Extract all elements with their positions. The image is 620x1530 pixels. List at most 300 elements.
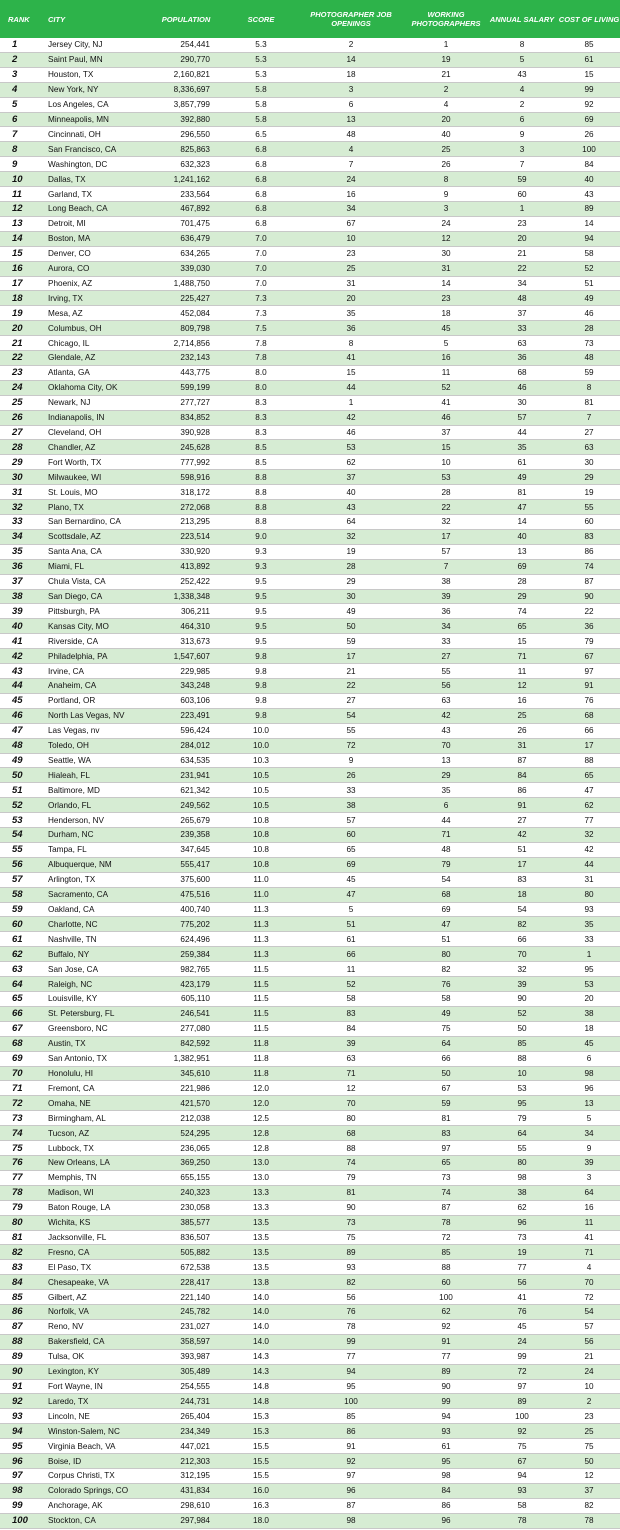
annual-salary-cell: 79 <box>517 1113 527 1123</box>
job-openings-cell: 12 <box>346 1083 356 1093</box>
working-photographers-cell: 46 <box>441 413 451 423</box>
rank-cell: 35 <box>12 546 23 558</box>
annual-salary-cell: 69 <box>517 562 527 572</box>
score-cell: 13.3 <box>253 1188 269 1198</box>
cost-of-living-cell: 57 <box>584 1322 594 1332</box>
annual-salary-cell: 58 <box>517 1501 527 1511</box>
population-cell: 982,765 <box>180 964 210 974</box>
score-cell: 11.8 <box>253 1054 269 1064</box>
rank-cell: 27 <box>12 427 23 439</box>
city-cell: New York, NY <box>48 85 99 95</box>
job-openings-cell: 78 <box>346 1322 356 1332</box>
cost-of-living-cell: 60 <box>584 517 594 527</box>
working-photographers-cell: 63 <box>441 696 451 706</box>
city-cell: Lubbock, TX <box>48 1143 94 1153</box>
annual-salary-cell: 36 <box>517 353 527 363</box>
annual-salary-cell: 15 <box>517 636 527 646</box>
job-openings-cell: 40 <box>346 487 356 497</box>
cost-of-living-cell: 90 <box>584 591 594 601</box>
cost-of-living-cell: 46 <box>584 308 594 318</box>
rank-cell: 39 <box>12 605 23 617</box>
cost-of-living-cell: 20 <box>584 994 594 1004</box>
job-openings-cell: 97 <box>346 1471 356 1481</box>
table-row <box>0 1394 620 1409</box>
annual-salary-cell: 46 <box>517 383 527 393</box>
annual-salary-cell: 37 <box>517 308 527 318</box>
score-cell: 7.3 <box>255 308 267 318</box>
score-cell: 11.5 <box>253 1009 269 1019</box>
rank-cell: 98 <box>12 1485 23 1497</box>
cost-of-living-cell: 88 <box>584 755 594 765</box>
cost-of-living-cell: 29 <box>584 472 594 482</box>
table-row <box>0 366 620 381</box>
working-photographers-cell: 55 <box>441 666 451 676</box>
annual-salary-cell: 5 <box>519 55 525 65</box>
city-cell: Cincinnati, OH <box>48 129 101 139</box>
annual-salary-cell: 75 <box>517 1441 527 1451</box>
cost-of-living-cell: 43 <box>584 189 594 199</box>
city-cell: Long Beach, CA <box>48 204 108 214</box>
annual-salary-cell: 18 <box>517 890 527 900</box>
cost-of-living-cell: 24 <box>584 1367 594 1377</box>
working-photographers-cell: 22 <box>441 502 451 512</box>
working-photographers-cell: 61 <box>441 1441 451 1451</box>
table-header <box>0 0 620 38</box>
job-openings-cell: 25 <box>346 264 356 274</box>
city-cell: Atlanta, GA <box>48 368 90 378</box>
table-row <box>0 649 620 664</box>
city-cell: Nashville, TN <box>48 934 97 944</box>
table-row <box>0 336 620 351</box>
city-cell: St. Louis, MO <box>48 487 98 497</box>
job-openings-cell: 56 <box>346 1292 356 1302</box>
annual-salary-cell: 40 <box>517 532 527 542</box>
population-cell: 254,555 <box>180 1382 210 1392</box>
rank-cell: 25 <box>12 397 23 409</box>
rank-cell: 84 <box>12 1276 23 1288</box>
table-row <box>0 694 620 709</box>
city-cell: Jacksonville, FL <box>48 1232 107 1242</box>
table-row <box>0 381 620 396</box>
population-cell: 265,679 <box>180 815 210 825</box>
working-photographers-cell: 3 <box>443 204 449 214</box>
city-cell: Baton Rouge, LA <box>48 1203 111 1213</box>
job-openings-cell: 54 <box>346 711 356 721</box>
annual-salary-cell: 77 <box>517 1262 527 1272</box>
working-photographers-cell: 62 <box>441 1307 451 1317</box>
job-openings-cell: 42 <box>346 413 356 423</box>
job-openings-cell: 16 <box>346 189 356 199</box>
working-photographers-cell: 32 <box>441 517 451 527</box>
table-row <box>0 1380 620 1395</box>
table-row <box>0 813 620 828</box>
city-cell: Oakland, CA <box>48 905 95 915</box>
rank-cell: 19 <box>12 307 23 319</box>
city-cell: Gilbert, AZ <box>48 1292 87 1302</box>
annual-salary-cell: 28 <box>517 577 527 587</box>
annual-salary-cell: 74 <box>517 606 527 616</box>
population-cell: 3,857,799 <box>173 100 210 110</box>
cost-of-living-cell: 25 <box>584 1426 594 1436</box>
working-photographers-cell: 67 <box>441 1083 451 1093</box>
job-openings-cell: 74 <box>346 1158 356 1168</box>
city-cell: Boise, ID <box>48 1456 82 1466</box>
rank-cell: 29 <box>12 456 23 468</box>
working-photographers-cell: 64 <box>441 1039 451 1049</box>
job-openings-cell: 43 <box>346 502 356 512</box>
score-cell: 18.0 <box>253 1516 269 1526</box>
table-row <box>0 1335 620 1350</box>
rank-cell: 66 <box>12 1008 23 1020</box>
header-job-openings: PHOTOGRAPHER JOB OPENINGS <box>310 10 392 28</box>
rank-cell: 69 <box>12 1053 23 1065</box>
cost-of-living-cell: 74 <box>584 562 594 572</box>
job-openings-cell: 33 <box>346 785 356 795</box>
city-cell: Philadelphia, PA <box>48 651 108 661</box>
rank-cell: 76 <box>12 1157 23 1169</box>
table-row <box>0 1424 620 1439</box>
working-photographers-cell: 1 <box>443 40 449 50</box>
annual-salary-cell: 94 <box>517 1471 527 1481</box>
working-photographers-cell: 98 <box>441 1471 451 1481</box>
population-cell: 330,920 <box>180 547 210 557</box>
score-cell: 7.0 <box>255 234 267 244</box>
annual-salary-cell: 14 <box>517 517 527 527</box>
working-photographers-cell: 56 <box>441 681 451 691</box>
population-cell: 259,384 <box>180 949 210 959</box>
population-cell: 312,195 <box>180 1471 210 1481</box>
rank-cell: 44 <box>12 680 23 692</box>
table-row <box>0 485 620 500</box>
job-openings-cell: 6 <box>348 100 354 110</box>
city-cell: New Orleans, LA <box>48 1158 110 1168</box>
working-photographers-cell: 30 <box>441 249 451 259</box>
working-photographers-cell: 85 <box>441 1247 451 1257</box>
table-row <box>0 932 620 947</box>
population-cell: 296,550 <box>180 129 210 139</box>
cost-of-living-cell: 19 <box>584 487 594 497</box>
population-cell: 555,417 <box>180 860 210 870</box>
rank-cell: 52 <box>12 799 23 811</box>
score-cell: 11.3 <box>253 934 269 944</box>
working-photographers-cell: 96 <box>441 1516 451 1526</box>
working-photographers-cell: 97 <box>441 1143 451 1153</box>
rank-cell: 4 <box>12 84 18 96</box>
table-row <box>0 1499 620 1514</box>
rank-cell: 10 <box>12 173 23 185</box>
city-cell: Oklahoma City, OK <box>48 383 118 393</box>
annual-salary-cell: 68 <box>517 368 527 378</box>
cost-of-living-cell: 14 <box>584 219 594 229</box>
table-row <box>0 68 620 83</box>
population-cell: 1,547,607 <box>173 651 210 661</box>
population-cell: 385,577 <box>180 1218 210 1228</box>
table-row <box>0 515 620 530</box>
population-cell: 431,834 <box>180 1486 210 1496</box>
table-row <box>0 351 620 366</box>
score-cell: 9.3 <box>255 547 267 557</box>
annual-salary-cell: 86 <box>517 785 527 795</box>
annual-salary-cell: 50 <box>517 1024 527 1034</box>
rank-cell: 77 <box>12 1172 23 1184</box>
city-cell: Louisville, KY <box>48 994 98 1004</box>
cost-of-living-cell: 8 <box>586 383 592 393</box>
city-cell: Colorado Springs, CO <box>48 1486 129 1496</box>
city-cell: Henderson, NV <box>48 815 104 825</box>
rank-cell: 32 <box>12 501 23 513</box>
rank-cell: 53 <box>12 814 23 826</box>
population-cell: 596,424 <box>180 726 210 736</box>
job-openings-cell: 92 <box>346 1456 356 1466</box>
score-cell: 13.8 <box>253 1277 269 1287</box>
working-photographers-cell: 79 <box>441 860 451 870</box>
score-cell: 11.0 <box>253 875 269 885</box>
score-cell: 11.8 <box>253 1039 269 1049</box>
score-cell: 10.8 <box>253 815 269 825</box>
score-cell: 6.8 <box>255 204 267 214</box>
population-cell: 313,673 <box>180 636 210 646</box>
population-cell: 245,628 <box>180 442 210 452</box>
score-cell: 9.8 <box>255 711 267 721</box>
score-cell: 15.3 <box>253 1411 269 1421</box>
working-photographers-cell: 99 <box>441 1396 451 1406</box>
rank-cell: 40 <box>12 620 23 632</box>
population-cell: 306,211 <box>181 606 210 616</box>
job-openings-cell: 29 <box>346 577 356 587</box>
city-cell: Fremont, CA <box>48 1083 95 1093</box>
job-openings-cell: 22 <box>346 681 356 691</box>
score-cell: 10.5 <box>253 770 269 780</box>
table-row <box>0 768 620 783</box>
job-openings-cell: 67 <box>346 219 356 229</box>
rank-cell: 82 <box>12 1246 23 1258</box>
city-cell: Lexington, KY <box>48 1367 99 1377</box>
score-cell: 9.8 <box>255 696 267 706</box>
population-cell: 229,985 <box>180 666 210 676</box>
rank-cell: 68 <box>12 1038 23 1050</box>
cost-of-living-cell: 37 <box>584 1486 594 1496</box>
working-photographers-cell: 5 <box>443 338 449 348</box>
job-openings-cell: 41 <box>346 353 356 363</box>
annual-salary-cell: 76 <box>517 1307 527 1317</box>
cost-of-living-cell: 2 <box>586 1396 592 1406</box>
rank-cell: 96 <box>12 1455 23 1467</box>
annual-salary-cell: 3 <box>519 144 525 154</box>
working-photographers-cell: 82 <box>441 964 451 974</box>
cost-of-living-cell: 17 <box>584 741 594 751</box>
population-cell: 447,021 <box>180 1441 210 1451</box>
population-cell: 599,199 <box>180 383 210 393</box>
cost-of-living-cell: 33 <box>584 934 594 944</box>
population-cell: 605,110 <box>181 994 210 1004</box>
cost-of-living-cell: 12 <box>584 1471 594 1481</box>
score-cell: 9.5 <box>255 636 267 646</box>
job-openings-cell: 69 <box>346 860 356 870</box>
rank-cell: 2 <box>12 54 18 66</box>
table-row <box>0 634 620 649</box>
working-photographers-cell: 54 <box>441 875 451 885</box>
job-openings-cell: 96 <box>346 1486 356 1496</box>
score-cell: 7.5 <box>255 323 267 333</box>
score-cell: 10.8 <box>253 845 269 855</box>
cost-of-living-cell: 9 <box>586 1143 592 1153</box>
population-cell: 2,160,821 <box>173 70 210 80</box>
city-cell: Chesapeake, VA <box>48 1277 109 1287</box>
city-cell: El Paso, TX <box>48 1262 92 1272</box>
rank-cell: 30 <box>12 471 23 483</box>
city-cell: Sacramento, CA <box>48 890 109 900</box>
city-cell: Phoenix, AZ <box>48 278 93 288</box>
annual-salary-cell: 7 <box>519 159 525 169</box>
job-openings-cell: 57 <box>346 815 356 825</box>
city-cell: Scottsdale, AZ <box>48 532 101 542</box>
city-cell: Hialeah, FL <box>48 770 90 780</box>
score-cell: 8.0 <box>255 383 267 393</box>
cost-of-living-cell: 72 <box>584 1292 594 1302</box>
rank-cell: 100 <box>12 1515 28 1527</box>
score-cell: 9.5 <box>255 577 267 587</box>
city-cell: Aurora, CO <box>48 264 90 274</box>
score-cell: 6.8 <box>255 174 267 184</box>
working-photographers-cell: 91 <box>441 1337 451 1347</box>
population-cell: 277,727 <box>180 398 210 408</box>
annual-salary-cell: 52 <box>517 1009 527 1019</box>
cost-of-living-cell: 30 <box>584 457 594 467</box>
score-cell: 15.3 <box>253 1426 269 1436</box>
job-openings-cell: 13 <box>346 114 356 124</box>
score-cell: 12.0 <box>253 1098 269 1108</box>
job-openings-cell: 63 <box>346 1054 356 1064</box>
population-cell: 1,338,348 <box>173 591 210 601</box>
working-photographers-cell: 80 <box>441 949 451 959</box>
cost-of-living-cell: 45 <box>584 1039 594 1049</box>
score-cell: 13.0 <box>253 1158 269 1168</box>
rank-cell: 41 <box>12 635 23 647</box>
job-openings-cell: 65 <box>346 845 356 855</box>
job-openings-cell: 39 <box>346 1039 356 1049</box>
annual-salary-cell: 48 <box>517 293 527 303</box>
annual-salary-cell: 66 <box>517 934 527 944</box>
working-photographers-cell: 74 <box>441 1188 451 1198</box>
annual-salary-cell: 38 <box>517 1188 527 1198</box>
working-photographers-cell: 89 <box>441 1367 451 1377</box>
population-cell: 834,852 <box>180 413 210 423</box>
working-photographers-cell: 53 <box>441 472 451 482</box>
cost-of-living-cell: 16 <box>584 1203 594 1213</box>
table-row <box>0 1350 620 1365</box>
working-photographers-cell: 57 <box>441 547 451 557</box>
rank-cell: 78 <box>12 1187 23 1199</box>
population-cell: 842,592 <box>180 1039 210 1049</box>
cost-of-living-cell: 6 <box>586 1054 592 1064</box>
working-photographers-cell: 47 <box>441 919 451 929</box>
table-row <box>0 545 620 560</box>
job-openings-cell: 36 <box>346 323 356 333</box>
rank-cell: 61 <box>12 933 23 945</box>
table-row <box>0 1156 620 1171</box>
cost-of-living-cell: 78 <box>584 1516 594 1526</box>
working-photographers-cell: 19 <box>441 55 451 65</box>
score-cell: 9.8 <box>255 651 267 661</box>
job-openings-cell: 37 <box>346 472 356 482</box>
table-row <box>0 992 620 1007</box>
table-row <box>0 53 620 68</box>
table-row <box>0 1484 620 1499</box>
city-cell: Santa Ana, CA <box>48 547 102 557</box>
table-row <box>0 306 620 321</box>
annual-salary-cell: 84 <box>517 770 527 780</box>
rank-cell: 55 <box>12 844 23 856</box>
working-photographers-cell: 38 <box>441 577 451 587</box>
population-cell: 213,295 <box>180 517 210 527</box>
cost-of-living-cell: 81 <box>584 398 594 408</box>
job-openings-cell: 59 <box>346 636 356 646</box>
annual-salary-cell: 96 <box>517 1218 527 1228</box>
cost-of-living-cell: 62 <box>584 800 594 810</box>
city-cell: San Diego, CA <box>48 591 103 601</box>
score-cell: 16.0 <box>253 1486 269 1496</box>
annual-salary-cell: 53 <box>517 1083 527 1093</box>
table-row <box>0 1305 620 1320</box>
job-openings-cell: 44 <box>346 383 356 393</box>
annual-salary-cell: 98 <box>517 1173 527 1183</box>
annual-salary-cell: 45 <box>517 1322 527 1332</box>
job-openings-cell: 48 <box>346 129 356 139</box>
job-openings-cell: 86 <box>346 1426 356 1436</box>
working-photographers-cell: 90 <box>441 1382 451 1392</box>
annual-salary-cell: 87 <box>517 755 527 765</box>
annual-salary-cell: 55 <box>517 1143 527 1153</box>
working-photographers-cell: 40 <box>441 129 451 139</box>
population-cell: 297,984 <box>180 1516 210 1526</box>
cost-of-living-cell: 63 <box>584 442 594 452</box>
population-cell: 212,038 <box>180 1113 210 1123</box>
rank-cell: 14 <box>12 233 23 245</box>
job-openings-cell: 72 <box>346 741 356 751</box>
working-photographers-cell: 16 <box>441 353 451 363</box>
population-cell: 225,427 <box>180 293 210 303</box>
job-openings-cell: 15 <box>346 368 356 378</box>
working-photographers-cell: 78 <box>441 1218 451 1228</box>
working-photographers-cell: 70 <box>441 741 451 751</box>
annual-salary-cell: 41 <box>517 1292 527 1302</box>
working-photographers-cell: 95 <box>441 1456 451 1466</box>
cost-of-living-cell: 13 <box>584 1098 594 1108</box>
city-cell: Jersey City, NJ <box>48 40 103 50</box>
table-row <box>0 1007 620 1022</box>
job-openings-cell: 80 <box>346 1113 356 1123</box>
table-row <box>0 1037 620 1052</box>
working-photographers-cell: 29 <box>441 770 451 780</box>
population-cell: 221,986 <box>180 1083 210 1093</box>
city-cell: Wichita, KS <box>48 1218 91 1228</box>
job-openings-cell: 87 <box>346 1501 356 1511</box>
population-cell: 277,080 <box>180 1024 210 1034</box>
job-openings-cell: 100 <box>344 1396 358 1406</box>
rank-cell: 75 <box>12 1142 23 1154</box>
job-openings-cell: 55 <box>346 726 356 736</box>
score-cell: 10.0 <box>253 726 269 736</box>
rank-cell: 64 <box>12 978 23 990</box>
job-openings-cell: 93 <box>346 1262 356 1272</box>
working-photographers-cell: 84 <box>441 1486 451 1496</box>
table-row <box>0 1171 620 1186</box>
annual-salary-cell: 60 <box>517 189 527 199</box>
rank-cell: 16 <box>12 263 23 275</box>
cost-of-living-cell: 10 <box>584 1382 594 1392</box>
rank-cell: 36 <box>12 561 23 573</box>
rank-cell: 95 <box>12 1440 23 1452</box>
